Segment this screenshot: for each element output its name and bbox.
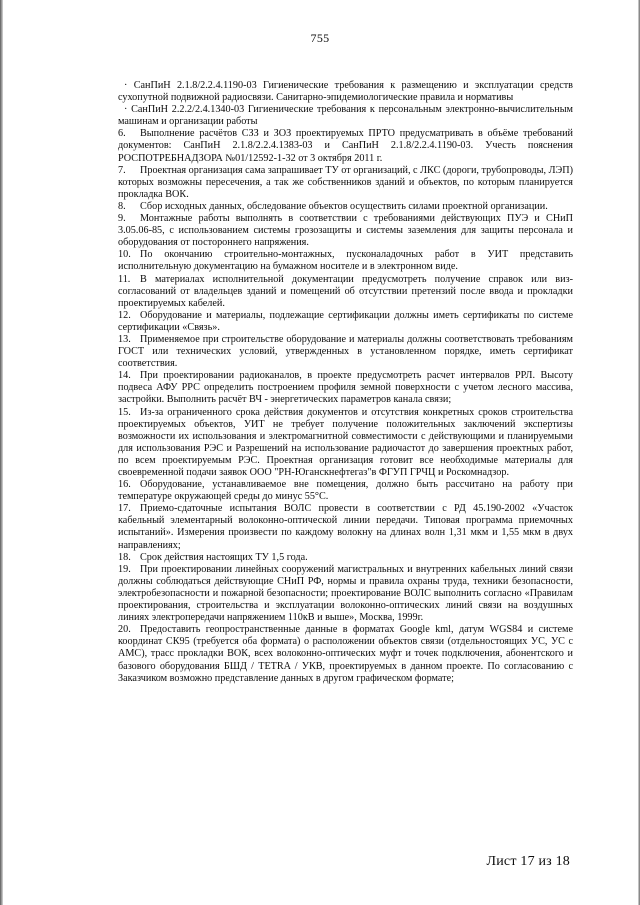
paragraph-text: Проектная организация сама запрашивает ТУ от организаций, с ЛКС (дороги, трубопроводы, ЛЭП) которых возможны пересечения, а так же собственников зданий и объектов, по которым планируется прокладка ВОК. <box>118 164 573 200</box>
document-paragraph <box>118 249 573 273</box>
paragraph-text: Из-за ограниченного срока действия документов и отсутствия конкретных сроков строительства проектируемых объектов, УИТ не требует получение положительных заключений экспертизы возможности их использования и электромагнитной совместимости с действующими и планируемыми для использования РЭС и Разрешений на использование радиочастот до завершения проектных работ, по всем проектируемым РЭС. Проектная организация готовит все необходимые материалы для своевременной подачи заявок ООО "РН-Юганскнефтегаз"в ФГУП ГРЧЦ и Роскомнадзор. <box>118 406 573 478</box>
document-paragraph <box>118 310 573 334</box>
paragraph-text: Предоставить геопространственные данные в форматах Google kml, датум WGS84 и системе координат СК95 (требуется оба формата) о расположении объектов связи (отдельностоящих УС, УС с АМС), трасс прокладки ВОК, всех волоконно-оптических муфт и точек подключения, абонентского и базового оборудования БШД / TETRA / УКВ, проектируемых в данном проекте. По согласованию с Заказчиком возможно представление данных в другом графическом формате; <box>118 624 573 684</box>
document-paragraph <box>118 370 573 406</box>
page-number: 755 <box>310 31 330 45</box>
document-paragraph <box>118 479 573 503</box>
paragraph-number: 12. <box>118 309 131 321</box>
document-paragraph <box>118 407 573 480</box>
document-paragraph <box>118 274 573 310</box>
paragraph-text: Оборудование и материалы, подлежащие сертификации должны иметь сертификаты по системе сертификации «Связь». <box>118 309 573 333</box>
paragraph-text: При проектировании линейных сооружений магистральных и внутренних кабельных линий связи должны соблюдаться действующие СНиП РФ, нормы и правила охраны труда, техники безопасности, электробезопасности и пожарной безопасности; проектирование ВОЛС выполнить согласно «Правилам проектирования, строительства и эксплуатации волоконно-оптических линий связи на воздушных линиях электропередачи напряжением 110кВ и выше», Москва, 1999г. <box>118 563 573 624</box>
paragraph-text: Выполнение расчётов СЗЗ и ЗОЗ проектируемых ПРТО предусматривать в объёме требований документов: СанПиН 2.1.8/2.2.4.1383-03 и СанПиН 2.1.8/2.2.4.1190-03. Учесть пояснения РОСПОТРЕБНАДЗОРА №01/12592-1-32 от 3 октября 2011 г. <box>118 128 573 164</box>
paragraph-number: 8. <box>118 200 126 212</box>
document-body <box>118 80 573 685</box>
scan-left-edge <box>0 0 3 905</box>
paragraph-number: 11. <box>118 273 131 285</box>
paragraph-text: · СанПиН 2.1.8/2.2.4.1190-03 Гигиенические требования к размещению и эксплуатации средств сухопутной подвижной радиосвязи. Санитарно-эпидемиологические правила и нормативы <box>118 80 573 104</box>
document-paragraph <box>118 552 573 564</box>
paragraph-text: Срок действия настоящих ТУ 1,5 года. <box>140 551 308 563</box>
paragraph-number: 20. <box>118 624 131 636</box>
paragraph-number: 14. <box>118 370 131 382</box>
document-paragraph <box>118 165 573 201</box>
paragraph-number: 17. <box>118 503 131 515</box>
document-paragraph <box>118 213 573 249</box>
paragraph-number: 6. <box>118 128 126 140</box>
paragraph-number: 9. <box>118 213 126 225</box>
paragraph-number: 15. <box>118 406 131 418</box>
paragraph-number: 7. <box>118 164 126 176</box>
paragraph-number: 16. <box>118 479 131 491</box>
paragraph-number: 10. <box>118 249 131 261</box>
paragraph-text: По окончанию строительно-монтажных, пусконаладочных работ в УИТ представить исполнительную документацию на бумажном носителе и в электронном виде. <box>118 249 573 273</box>
paragraph-text: В материалах исполнительной документации предусмотреть получение справок или виз-согласований от владельцев зданий и помещений об отсутствии претензий после ввода и прокладки проектируемых кабелей. <box>118 273 573 309</box>
paragraph-text: Применяемое при строительстве оборудование и материалы должны соответствовать требованиям ГОСТ или технических условий, утвержденных в установленном порядке, иметь сертификат соответствия. <box>118 333 573 370</box>
document-paragraph <box>118 624 573 684</box>
paragraph-number: 13. <box>118 333 131 345</box>
paragraph-text: Оборудование, устанавливаемое вне помещения, должно быть рассчитано на работу при температуре окружающей среды до минус 55°С. <box>118 479 573 503</box>
paragraph-text: Монтажные работы выполнять в соответствии с требованиями действующих ПУЭ и СНиП 3.05.06-85, с использованием системы грозозащиты и системы заземления для защиты персонала и оборудования от постороннего напряжения. <box>118 213 573 249</box>
document-paragraph <box>118 80 573 104</box>
paragraph-text: Сбор исходных данных, обследование объектов осуществить силами проектной организации. <box>140 200 548 212</box>
paragraph-text: При проектировании радиоканалов, в проекте предусмотреть расчет интервалов РРЛ. Высоту подвеса АФУ РРС определить построением профиля земной поверхности с учетом лесного массива, застройки. Выполнить расчёт ВЧ - энергетических параметров канала связи; <box>118 370 573 406</box>
document-paragraph <box>118 334 573 370</box>
paragraph-number: 18. <box>118 551 131 563</box>
document-paragraph <box>118 104 573 128</box>
paragraph-text: Приемо-сдаточные испытания ВОЛС провести в соответствии с РД 45.190-2002 «Участок кабельный элементарный волоконно-оптической линии передачи. Типовая программа приемочных испытаний». Измерения произвести по каждому волокну на длинах волн 1,31 мкм и 1,55 мкм в двух направлениях; <box>118 503 573 551</box>
paragraph-number: 19. <box>118 563 131 575</box>
sheet-footer: Лист 17 из 18 <box>486 854 570 869</box>
document-paragraph <box>118 503 573 551</box>
paragraph-text: · СанПиН 2.2.2/2.4.1340-03 Гигиенические требования к персональным электронно-вычислительным машинам и организации работы <box>118 104 573 128</box>
document-paragraph <box>118 201 573 213</box>
document-paragraph <box>118 128 573 164</box>
document-paragraph <box>118 564 573 624</box>
